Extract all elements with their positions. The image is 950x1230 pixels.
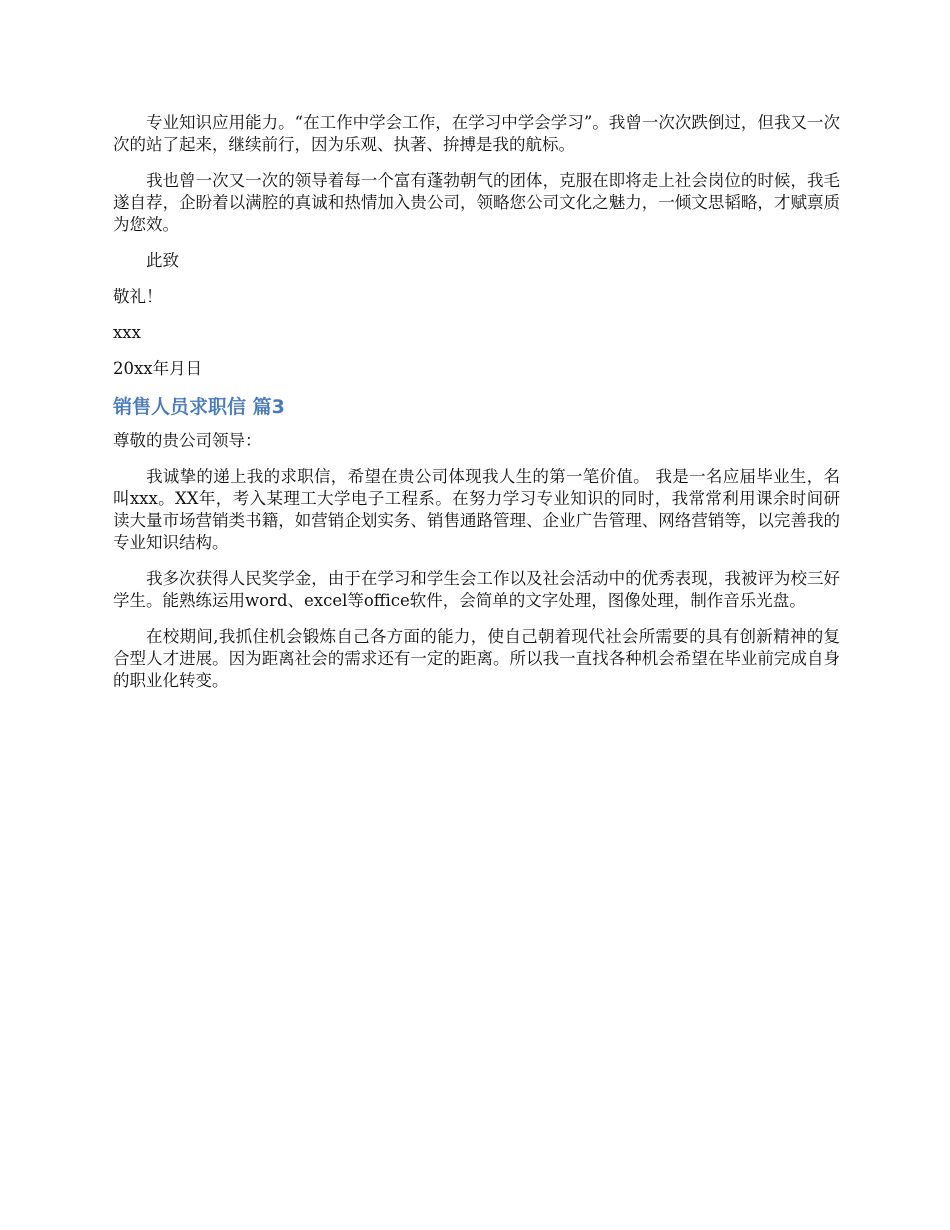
document-page: [113, 112, 840, 706]
date-line: 20xx年月日: [113, 359, 203, 378]
paragraph-awards: 我多次获得人民奖学金，由于在学习和学生会工作以及社会活动中的优秀表现，我被评为校三好学生。能熟练运用word、excel等office软件，会简单的文字处理，图像处理，制作音乐光盘。: [113, 569, 840, 610]
signature: xxx: [113, 323, 141, 342]
paragraph-campus: 在校期间,我抓住机会锻炼自己各方面的能力，使自己朝着现代社会所需要的具有创新精神的复合型人才进展。因为距离社会的需求还有一定的距离。所以我一直找各种机会希望在毕业前完成自身的职业化转变。: [113, 627, 840, 690]
paragraph-leadership: 我也曾一次又一次的领导着每一个富有蓬勃朝气的团体，克服在即将走上社会岗位的时候，我毛遂自荐，企盼着以满腔的真诚和热情加入贵公司，领略您公司文化之魅力，一倾文思韬略，才赋禀质为您效。: [113, 171, 840, 234]
paragraph-intro: 我诚挚的递上我的求职信，希望在贵公司体现我人生的第一笔价值。 我是一名应届毕业生，名叫xxx。XX年，考入某理工大学电子工程系。在努力学习专业知识的同时，我常常利用课余时间研读大量市场营销类书籍，如营销企划实务、销售通路管理、企业广告管理、网络营销等，以完善我的专业知识结构。: [113, 467, 840, 552]
paragraph-skills: 专业知识应用能力。“在工作中学会工作，在学习中学会学习”。我曾一次次跌倒过，但我又一次次的站了起来，继续前行，因为乐观、执著、拚搏是我的航标。: [113, 113, 840, 154]
closing-jingli: 敬礼！: [113, 287, 163, 306]
salutation: 尊敬的贵公司领导：: [113, 431, 262, 450]
closing-cizhi: 此致: [146, 251, 179, 270]
section-heading: 销售人员求职信 篇3: [113, 396, 285, 418]
